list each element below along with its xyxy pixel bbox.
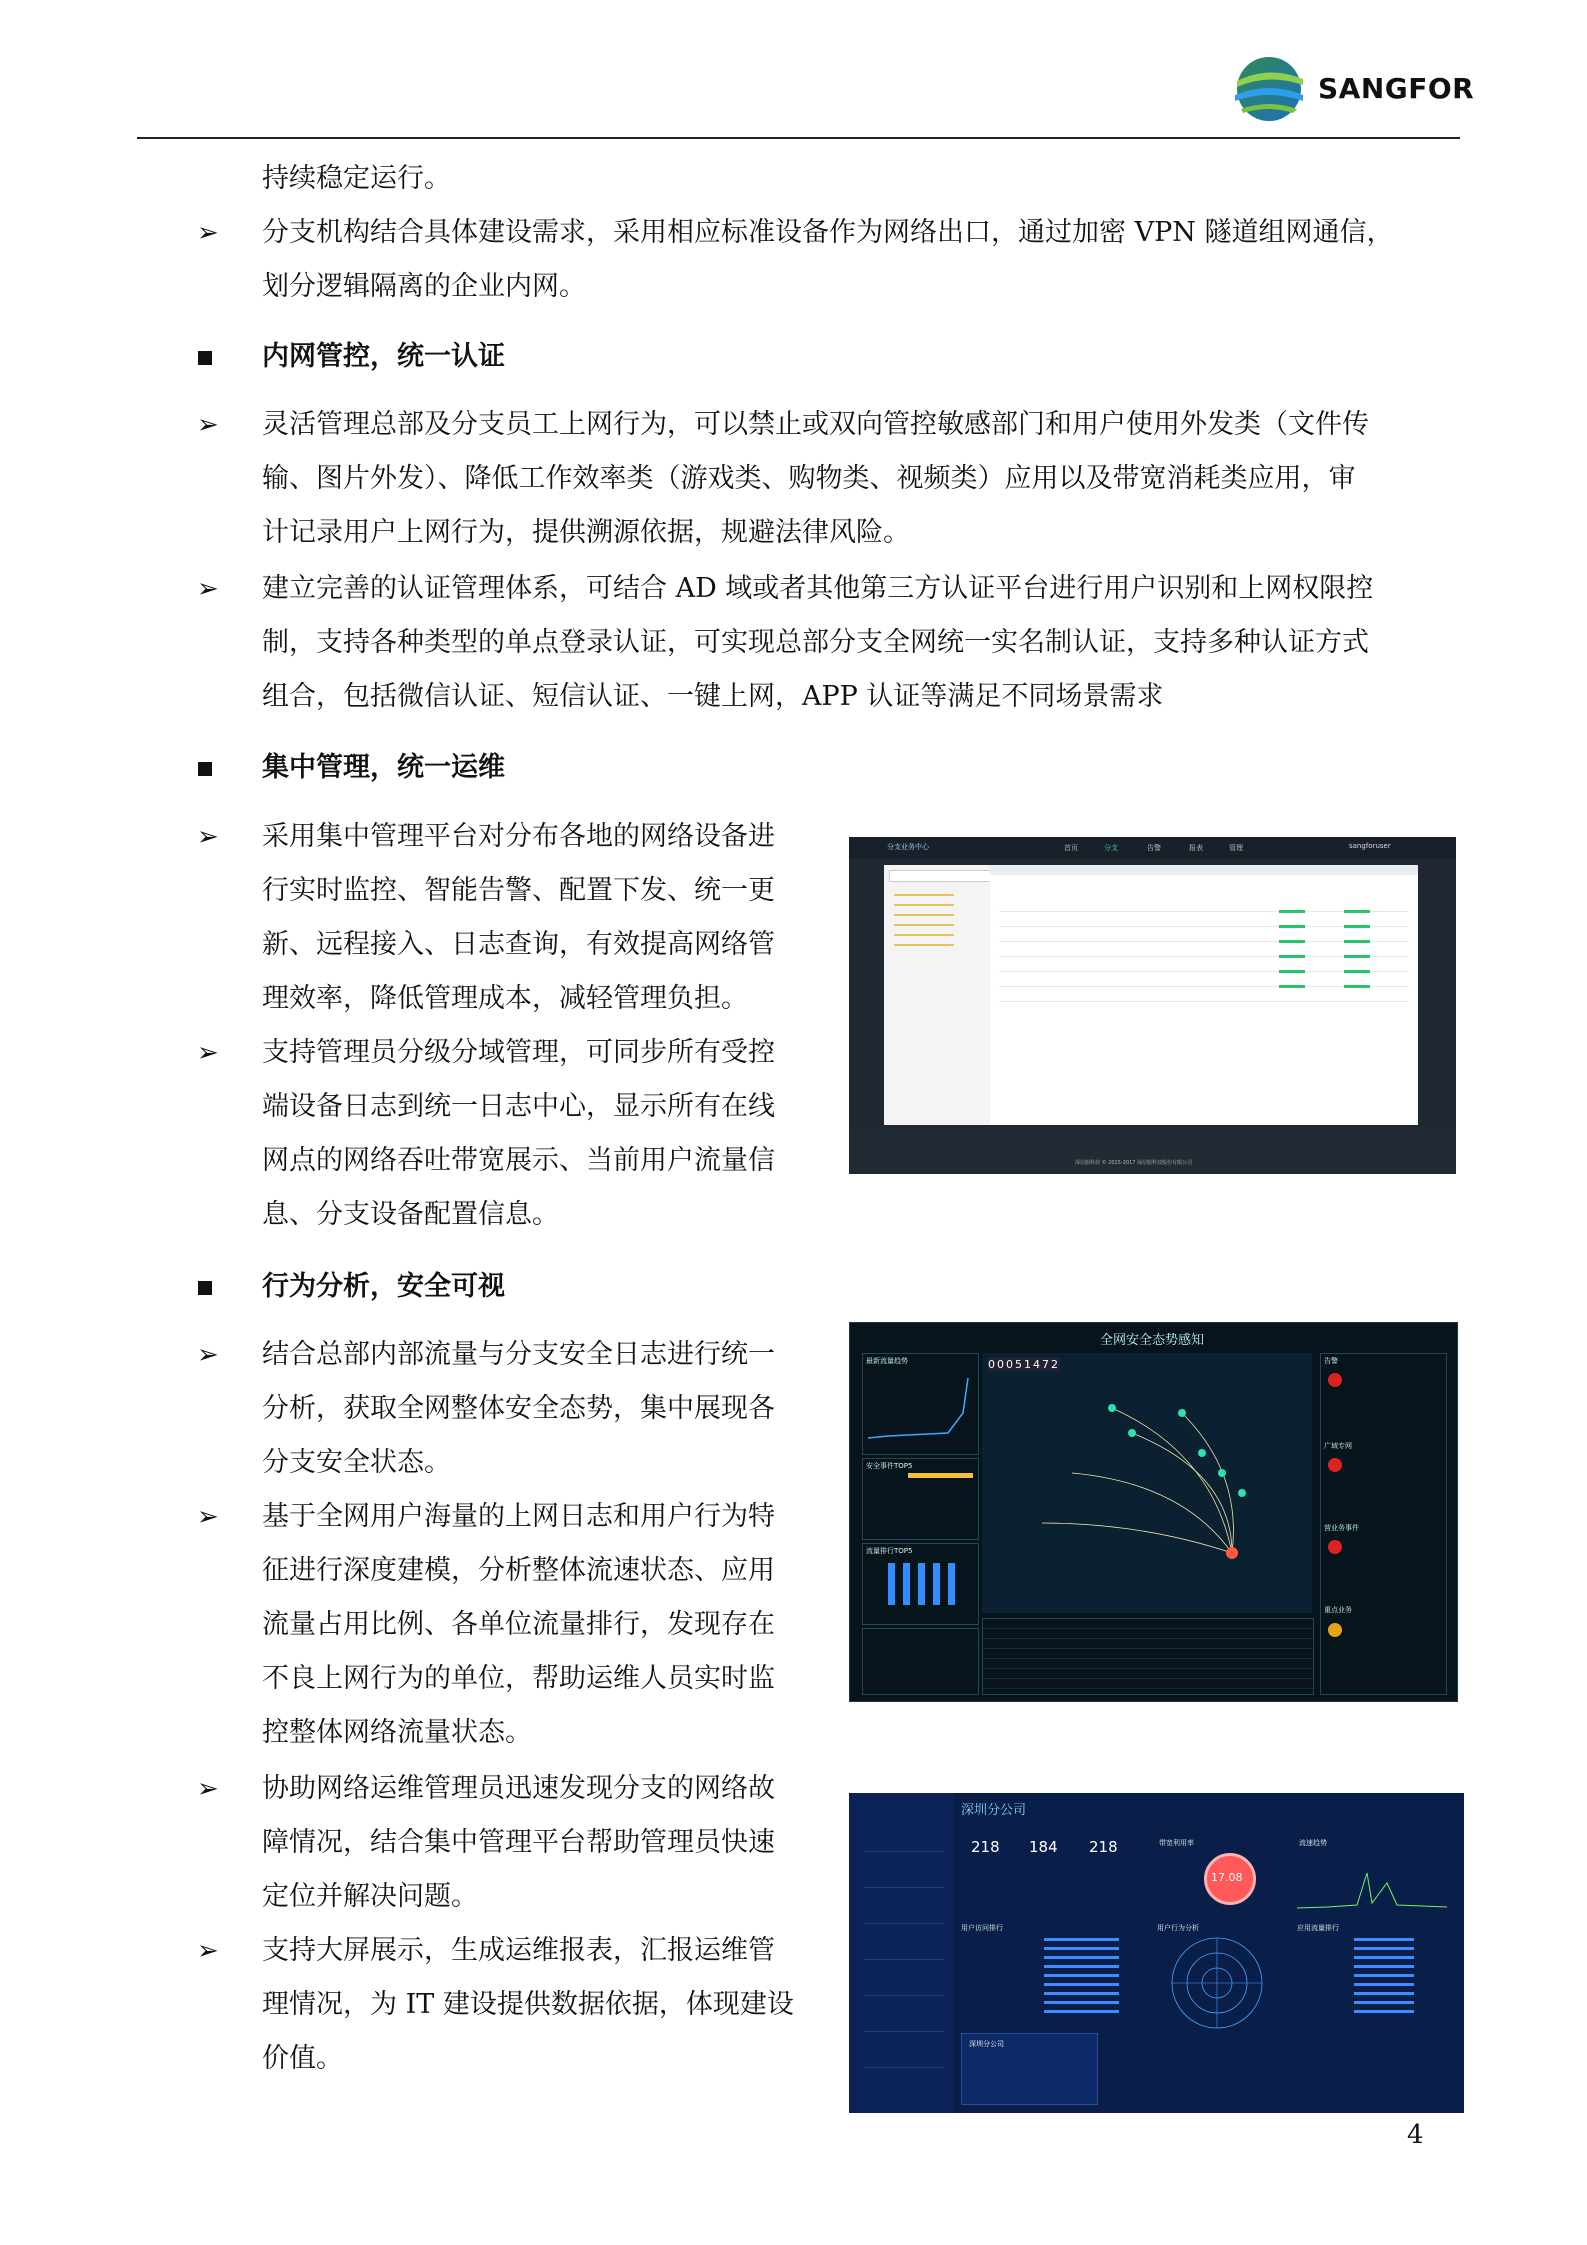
bullet-text: 分析，获取全网整体安全态势，集中展现各 [262,1393,775,1424]
branch-panel-title: 流速趋势 [1299,1839,1327,1847]
bullet-arrow-icon: ➢ [197,822,219,852]
mgmt-footer-bar [849,1127,1456,1174]
mgmt-nav-item[interactable]: 告警 [1147,844,1161,852]
bullet-text: 网点的网络吞吐带宽展示、当前用户流量信 [262,1145,775,1176]
bullet-text: 制，支持各种类型的单点登录认证，可实现总部分支全网统一实名制认证，支持多种认证方式 [262,627,1369,658]
mgmt-user[interactable]: sangforuser [1349,842,1391,850]
bullet-arrow-icon: ➢ [197,1502,219,1532]
section-square-icon [198,762,212,776]
bullet-arrow-icon: ➢ [197,1340,219,1370]
branch-panel-title: 用户行为分析 [1157,1924,1199,1932]
mgmt-title: 分支业务中心 [887,843,929,851]
situation-log-table [982,1618,1314,1695]
bullet-text: 理效率，降低管理成本，减轻管理负担。 [262,983,748,1014]
situation-panel-title: 广域专网 [1324,1442,1352,1450]
paragraph-continuation: 持续稳定运行。 [262,163,451,194]
bullet-text: 分支安全状态。 [262,1447,451,1478]
bullet-text: 征进行深度建模，分析整体流速状态、应用 [262,1555,775,1586]
section-heading: 内网管控，统一认证 [262,341,505,372]
bullet-text: 息、分支设备配置信息。 [262,1199,559,1230]
branch-sidebar-list [864,1823,944,2093]
branch-traffic-chart [1297,1853,1447,1913]
mgmt-platform-screenshot [849,837,1456,1174]
branch-gauge-label: 带宽利用率 [1159,1839,1194,1847]
situation-alert-dot [1328,1373,1342,1387]
situation-panel-title: 安全事件TOP5 [866,1462,913,1470]
section-square-icon [198,1281,212,1295]
mgmt-nav-item[interactable]: 管理 [1229,844,1243,852]
situation-panel-title: 流量排行TOP5 [866,1547,913,1555]
bullet-text: 定位并解决问题。 [262,1881,478,1912]
brand-name: SANGFOR [1318,72,1475,105]
bullet-text: 理情况，为 IT 建设提供数据依据，体现建设 [262,1989,794,2020]
bullet-text: 灵活管理总部及分支员工上网行为，可以禁止或双向管控敏感部门和用户使用外发类（文件传 [262,409,1369,440]
situation-panel-title: 营业务事件 [1324,1524,1359,1532]
branch-alert-title: 深圳分公司 [969,2040,1004,2048]
branch-dashboard-screenshot [849,1793,1464,2113]
section-heading: 行为分析，安全可视 [262,1271,505,1302]
bullet-arrow-icon: ➢ [197,1774,219,1804]
situation-panel-title: 告警 [1324,1357,1338,1365]
bullet-text: 采用集中管理平台对分布各地的网络设备进 [262,821,775,852]
mgmt-nav-item[interactable]: 首页 [1064,844,1078,852]
bullet-text: 基于全网用户海量的上网日志和用户行为特 [262,1501,775,1532]
bullet-text: 流量占用比例、各单位流量排行，发现存在 [262,1609,775,1640]
bullet-arrow-icon: ➢ [197,1038,219,1068]
header-rule [137,137,1460,139]
mgmt-nav-item[interactable]: 报表 [1189,844,1203,852]
branch-stat: 218 [971,1838,1000,1856]
situation-alert-dot [1328,1623,1342,1637]
situation-trend-line [868,1368,973,1448]
bullet-arrow-icon: ➢ [197,410,219,440]
bullet-text: 输、图片外发）、降低工作效率类（游戏类、购物类、视频类）应用以及带宽消耗类应用，审 [262,463,1356,494]
page-number: 4 [1407,2120,1424,2150]
mgmt-cpu-bars [1279,907,1305,997]
branch-title: 深圳分公司 [961,1803,1027,1818]
situation-counter: 00051472 [988,1358,1060,1371]
bullet-text: 分支机构结合具体建设需求，采用相应标准设备作为网络出口，通过加密 VPN 隧道组网通信， [262,217,1394,248]
bullet-text: 控整体网络流量状态。 [262,1717,532,1748]
branch-panel-title: 用户访问排行 [961,1924,1003,1932]
situation-panel-title: 最新流量趋势 [866,1357,908,1365]
bullet-text: 建立完善的认证管理体系，可结合 AD 域或者其他第三方认证平台进行用户识别和上网权限控 [262,573,1374,604]
mgmt-mem-bars [1344,907,1370,997]
branch-gauge-value: 17.08 [1211,1871,1243,1884]
bullet-text: 划分逻辑隔离的企业内网。 [262,271,586,302]
mgmt-footer: 深信服科技 © 2015-2017 深信服科技股份有限公司 [1075,1160,1193,1166]
bullet-arrow-icon: ➢ [197,1936,219,1966]
section-heading: 集中管理，统一运维 [262,752,505,783]
bullet-text: 支持管理员分级分域管理，可同步所有受控 [262,1037,775,1068]
section-square-icon [198,351,212,365]
branch-stat: 184 [1029,1838,1058,1856]
situation-country-panel [862,1628,979,1695]
branch-apps-bars [1044,1935,1119,2015]
bullet-text: 障情况，结合集中管理平台帮助管理员快速 [262,1827,775,1858]
bullet-text: 端设备日志到统一日志中心，显示所有在线 [262,1091,775,1122]
bullet-text: 价值。 [262,2043,343,2074]
bullet-text: 协助网络运维管理员迅速发现分支的网络故 [262,1773,775,1804]
situation-event-bar [908,1473,973,1478]
situation-traffic-bars [888,1563,963,1605]
bullet-text: 组合，包括微信认证、短信认证、一键上网，APP 认证等满足不同场景需求 [262,681,1164,712]
mgmt-tree-list [894,889,954,949]
branch-radar-chart [1167,1933,1267,2033]
branch-stat: 218 [1089,1838,1118,1856]
bullet-text: 支持大屏展示，生成运维报表，汇报运维管 [262,1935,775,1966]
situation-alert-dot [1328,1458,1342,1472]
mgmt-nav-item[interactable]: 分支 [1104,844,1118,852]
bullet-text: 不良上网行为的单位，帮助运维人员实时监 [262,1663,775,1694]
bullet-text: 行实时监控、智能告警、配置下发、统一更 [262,875,775,906]
mgmt-tabs [990,865,1418,875]
situation-awareness-screenshot [849,1322,1458,1702]
situation-panel-title: 重点业务 [1324,1606,1352,1614]
bullet-text: 计记录用户上网行为，提供溯源依据，规避法律风险。 [262,517,910,548]
bullet-text: 结合总部内部流量与分支安全日志进行统一 [262,1339,775,1370]
bullet-arrow-icon: ➢ [197,574,219,604]
situation-title: 全网安全态势感知 [1100,1333,1205,1348]
branch-panel-title: 应用流量排行 [1297,1924,1339,1932]
bullet-arrow-icon: ➢ [197,218,219,248]
situation-attack-lines [982,1353,1312,1613]
situation-alert-dot [1328,1540,1342,1554]
bullet-text: 新、远程接入、日志查询，有效提高网络管 [262,929,775,960]
branch-rank-bars [1354,1935,1414,2015]
